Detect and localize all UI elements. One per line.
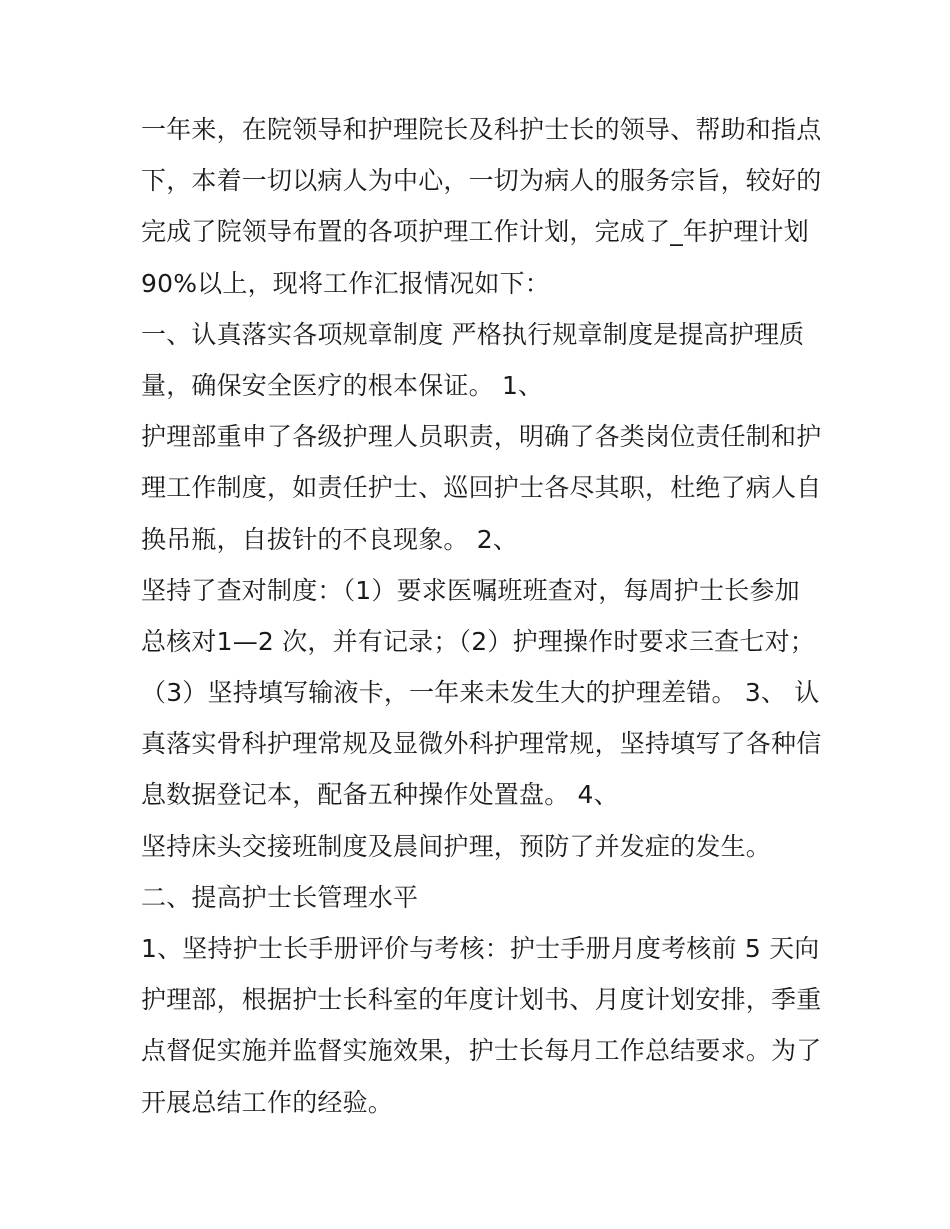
body-line: 息数据登记本，配备五种操作处置盘。 4、 bbox=[141, 780, 619, 810]
body-line: 护理部，根据护士长科室的年度计划书、月度计划安排，季重 bbox=[141, 985, 822, 1015]
body-line: 量，确保安全医疗的根本保证。 1、 bbox=[141, 370, 544, 400]
body-line: 点督促实施并监督实施效果，护士长每月工作总结要求。为了 bbox=[141, 1036, 822, 1066]
document-body bbox=[141, 104, 821, 1128]
body-line: 护理部重申了各级护理人员职责，明确了各类岗位责任制和护 bbox=[141, 422, 822, 452]
body-line: 换吊瓶，自拔针的不良现象。 2、 bbox=[141, 524, 519, 554]
body-line: 1、坚持护士长手册评价与考核：护士手册月度考核前 5 天向 bbox=[141, 934, 820, 963]
body-line: 坚持了查对制度：（1）要求医嘱班班查对，每周护士长参加 bbox=[141, 575, 800, 605]
body-line: 真落实骨科护理常规及显微外科护理常规，坚持填写了各种信 bbox=[141, 729, 822, 759]
section-heading-line: 一、认真落实各项规章制度 严格执行规章制度是提高护理质 bbox=[141, 319, 805, 349]
body-line: 下，本着一切以病人为中心，一切为病人的服务宗旨，较好的 bbox=[141, 166, 822, 196]
body-line: 完成了院领导布置的各项护理工作计划，完成了_年护理计划 bbox=[141, 217, 809, 247]
body-line: 一年来，在院领导和护理院长及科护士长的领导、帮助和指点 bbox=[141, 115, 822, 144]
body-line: 总核对1—2 次，并有记录；（2）护理操作时要求三查七对； bbox=[141, 626, 815, 656]
body-line: 开展总结工作的经验。 bbox=[141, 1087, 394, 1117]
section-heading-line: 二、提高护士长管理水平 bbox=[141, 882, 419, 912]
body-line: 90%以上，现将工作汇报情况如下： bbox=[141, 268, 550, 298]
body-line: 坚持床头交接班制度及晨间护理，预防了并发症的发生。 bbox=[141, 831, 772, 861]
body-line: （3）坚持填写输液卡，一年来未发生大的护理差错。 3、 认 bbox=[141, 678, 820, 708]
body-line: 理工作制度，如责任护士、巡回护士各尽其职，杜绝了病人自 bbox=[141, 473, 822, 503]
